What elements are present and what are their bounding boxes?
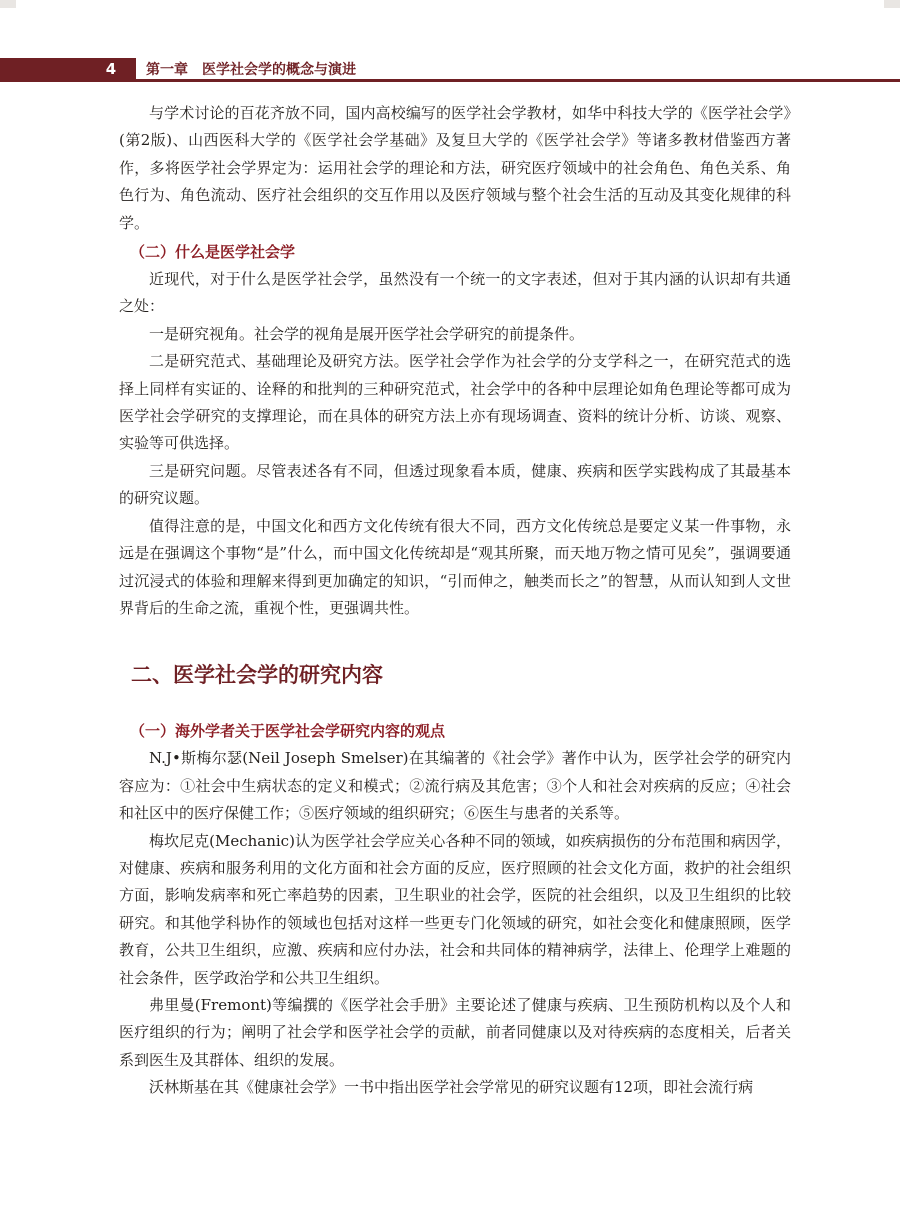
subheading-what-is-medical-sociology: （二）什么是医学社会学	[130, 243, 296, 262]
chapter-title: 第一章 医学社会学的概念与演进	[146, 62, 356, 78]
paragraph: 弗里曼(Fremont)等编撰的《医学社会手册》主要论述了健康与疾病、卫生预防机构以及个人和医疗组织的行为；阐明了社会学和医学社会学的贡献，前者同健康以及对待疾病的态度相关，后者关系到医生及其群体、组织的发展。	[119, 995, 791, 1069]
paragraph: 二是研究范式、基础理论及研究方法。医学社会学作为社会学的分支学科之一，在研究范式的选择上同样有实证的、诠释的和批判的三种研究范式，社会学中的各种中层理论如角色理论等都可成为医学社会学研究的支撑理论，而在具体的研究方法上亦有现场调查、资料的统计分析、访谈、观察、实验等可供选择。	[119, 352, 791, 453]
header-rule	[136, 79, 900, 82]
page-number: 4	[105, 60, 117, 78]
page-corner-mark-right	[884, 0, 900, 8]
paragraph: 沃林斯基在其《健康社会学》一书中指出医学社会学常见的研究议题有12项，即社会流行病	[149, 1078, 754, 1097]
section-title-research-content: 二、医学社会学的研究内容	[131, 663, 383, 688]
paragraph: 与学术讨论的百花齐放不同，国内高校编写的医学社会学教材，如华中科技大学的《医学社会学》(第2版)、山西医科大学的《医学社会学基础》及复旦大学的《医学社会学》等诸多教材借鉴西方著作，多将医学社会学界定为：运用社会学的理论和方法，研究医疗领域中的社会角色、角色关系、角色行为、角色流动、医疗社会组织的交互作用以及医疗领域与整个社会生活的互动及其变化规律的科学。	[119, 104, 791, 232]
subheading-overseas-scholars-views: （一）海外学者关于医学社会学研究内容的观点	[130, 722, 446, 741]
page-body	[119, 100, 791, 1102]
running-header	[0, 58, 900, 82]
page-corner-mark-left	[0, 0, 16, 8]
paragraph: 梅坎尼克(Mechanic)认为医学社会学应关心各种不同的领域，如疾病损伤的分布范围和病因学，对健康、疾病和服务利用的文化方面和社会方面的反应，医疗照顾的社会文化方面，救护的社会组织方面，影响发病率和死亡率趋势的因素，卫生职业的社会学，医院的社会组织，以及卫生组织的比较研究。和其他学科协作的领域也包括对这样一些更专门化领域的研究，如社会变化和健康照顾，医学教育，公共卫生组织，应激、疾病和应付办法，社会和共同体的精神病学，法律上、伦理学上难题的社会条件，医学政治学和公共卫生组织。	[119, 831, 791, 987]
paragraph: 三是研究问题。尽管表述各有不同，但透过现象看本质，健康、疾病和医学实践构成了其最基本的研究议题。	[119, 461, 791, 508]
paragraph: 值得注意的是，中国文化和西方文化传统有很大不同，西方文化传统总是要定义某一件事物，永远是在强调这个事物“是”什么，而中国文化传统却是“观其所聚，而天地万物之情可见矣”，强调要通过沉浸式的体验和理解来得到更加确定的知识，“引而伸之，触类而长之”的智慧，从而认知到人文世界背后的生命之流，重视个性，更强调共性。	[119, 516, 791, 617]
paragraph: 一是研究视角。社会学的视角是展开医学社会学研究的前提条件。	[149, 324, 585, 343]
paragraph: N.J•斯梅尔瑟(Neil Joseph Smelser)在其编著的《社会学》著作中认为，医学社会学的研究内容应为：①社会中生病状态的定义和模式；②流行病及其危害；③个人和社会对疾病的反应；④社会和社区中的医疗保健工作；⑤医疗领域的组织研究；⑥医生与患者的关系等。	[119, 749, 791, 823]
paragraph: 近现代，对于什么是医学社会学，虽然没有一个统一的文字表述，但对于其内涵的认识却有共通之处：	[119, 270, 791, 316]
